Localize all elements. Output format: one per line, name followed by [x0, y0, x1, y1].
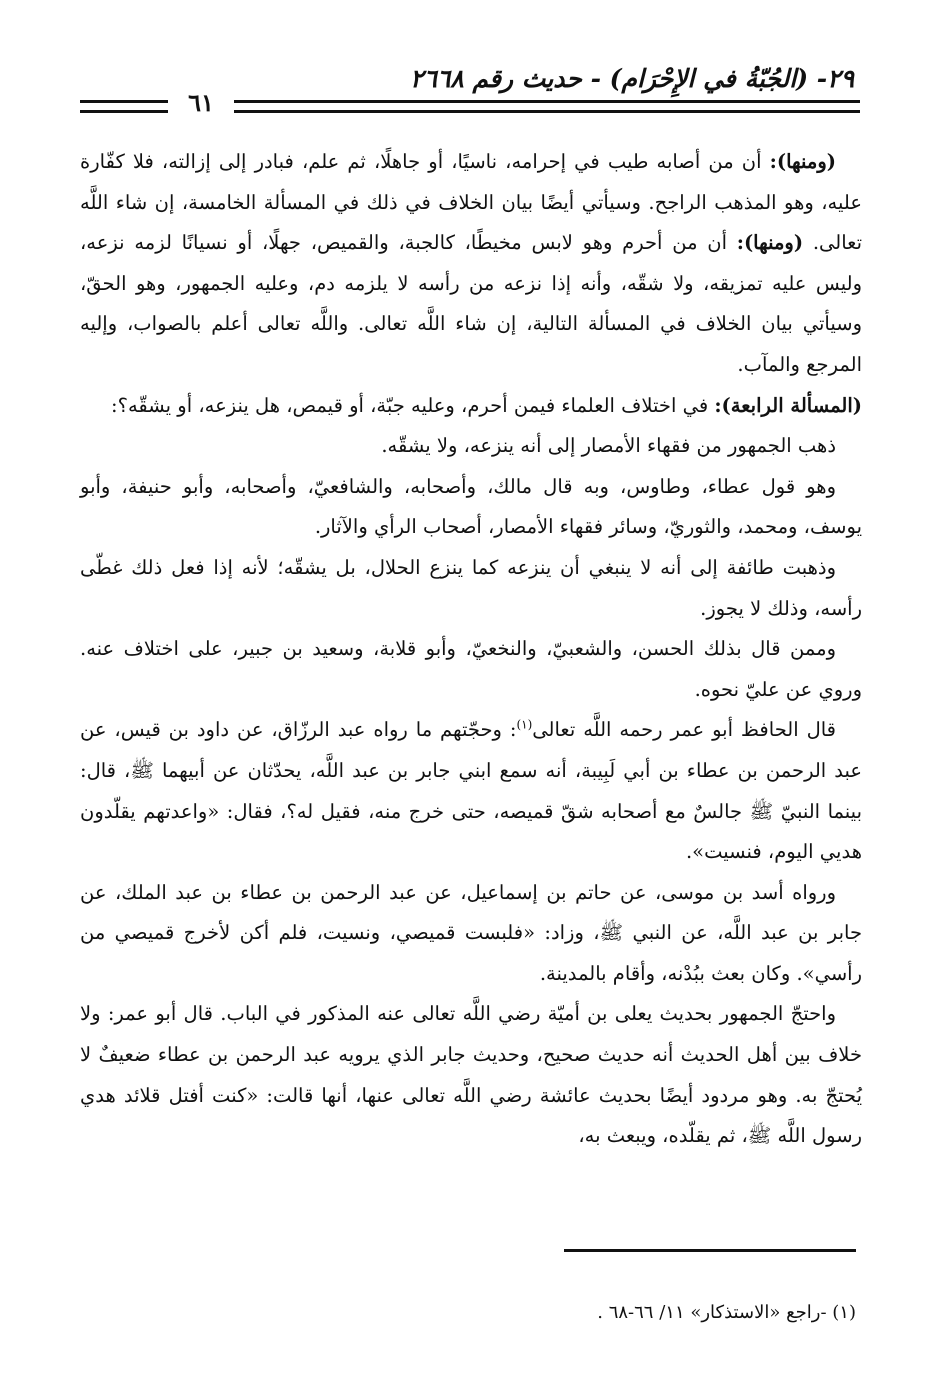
paragraph-lead: (ومنها):: [736, 231, 804, 255]
footnote-marker: (١): [516, 717, 533, 732]
paragraph: ذهب الجمهور من فقهاء الأمصار إلى أنه ينزعه، ولا يشقّه.: [381, 434, 836, 458]
header-rule-right-bottom: [234, 110, 860, 113]
paragraph: وذهبت طائفة إلى أنه لا ينبغي أن ينزعه كما ينزع الحلال، بل يشقّه؛ لأنه إذا فعل ذلك غطّى رأسه، وذلك لا يجوز.: [80, 555, 862, 620]
paragraph-text: أن من أحرم وهو لابس مخيطًا، كالجبة، والقميص، جهلًا، أو نسيانًا لزمه نزعه، وليس عليه تمزيقه، ولا شقّه، وأنه إذا نزعه من رأسه لا يلزمه دم، وعليه الجمهور، وهو الحقّ، وسيأتي بيان الخلاف في المسألة التالية، إن شاء اللَّه تعالى. واللَّه تعالى أعلم بالصواب، وإليه المرجع والمآب.: [80, 231, 862, 376]
paragraph: وهو قول عطاء، وطاوس، وبه قال مالك، وأصحابه، والشافعيّ، وأصحابه، وأبو حنيفة، وأبو يوسف، ومحمد، والثوريّ، وسائر فقهاء الأمصار، أصحاب الرأي والآثار.: [80, 474, 862, 539]
paragraph-text: أن من أصابه طيب في إحرامه، ناسيًا، أو جاهلًا، ثم علم، فبادر إلى إزالته، فلا كفّارة عليه، وهو المذهب الراجح. وسيأتي أيضًا بيان الخلاف في ذلك في المسألة الخامسة، إن شاء اللَّه تعالى.: [80, 150, 862, 255]
paragraph-text: في اختلاف العلماء فيمن أحرم، وعليه جبّة، أو قيمص، هل ينزعه، أو يشقّه؟:: [111, 393, 715, 417]
paragraph: [80, 142, 862, 386]
footnote-separator: [564, 1249, 856, 1252]
paragraph-text: قال الحافظ أبو عمر رحمه اللَّه تعالى: [532, 718, 836, 742]
paragraph: [80, 710, 862, 872]
footnote: (١) -راجع «الاستذكار» ١١/ ٦٦-٦٨ .: [597, 1302, 856, 1323]
paragraph-text: : وحجّتهم ما رواه عبد الرزّاق، عن داود بن قيس، عن عبد الرحمن بن عطاء بن أبي لَبِيبة، أنه سمع ابني جابر بن عبد اللَّه، يحدّثان عن أبيهما ﷺ، قال: بينما النبيّ ﷺ جالسٌ مع أصحابه شقّ قميصه، حتى خرج منه، فقيل له؟، فقال: «واعدتهم يقلّدون هديي اليوم، فنسيت».: [80, 718, 862, 864]
header-rule-left-top: [80, 100, 168, 103]
paragraph: [80, 386, 862, 427]
header-rule-left-bottom: [80, 110, 168, 113]
header-rule-right-top: [234, 100, 860, 103]
running-header: ٢٩- (الجُبّةُ في الإِحْرَام) - حديث رقم ٢٦٦٨: [410, 64, 854, 93]
paragraph: وممن قال بذلك الحسن، والشعبيّ، والنخعيّ، وأبو قلابة، وسعيد بن جبير، على اختلاف عنه. وروي عن عليّ نحوه.: [80, 637, 862, 701]
paragraph-lead: (ومنها):: [769, 150, 836, 173]
main-text: [80, 142, 862, 1157]
page-number: ٦١: [188, 88, 214, 117]
paragraph: واحتجّ الجمهور بحديث يعلى بن أميّة رضي اللَّه تعالى عنه المذكور في الباب. قال أبو عمر: ولا خلاف بين أهل الحديث أنه حديث صحيح، وحديث جابر الذي يرويه عبد الرحمن بن عطاء ضعيفٌ لا يُحتجّ به. وهو مردود أيضًا بحديث عائشة رضي اللَّه تعالى عنها، أنها قالت: «كنت أفتل قلائد هدي رسول اللَّه ﷺ، ثم يقلّده، ويبعث به،: [80, 1002, 862, 1148]
paragraph: ورواه أسد بن موسى، عن حاتم بن إسماعيل، عن عبد الرحمن بن عطاء بن عبد الملك، عن جابر بن عبد اللَّه، عن النبي ﷺ، وزاد: «فلبست قميصي، ونسيت، فلم أكن لأخرج قميصي من رأسي». وكان بعث ببُدْنه، وأقام بالمدينة.: [80, 880, 862, 985]
section-heading: (المسألة الرابعة):: [714, 393, 862, 417]
